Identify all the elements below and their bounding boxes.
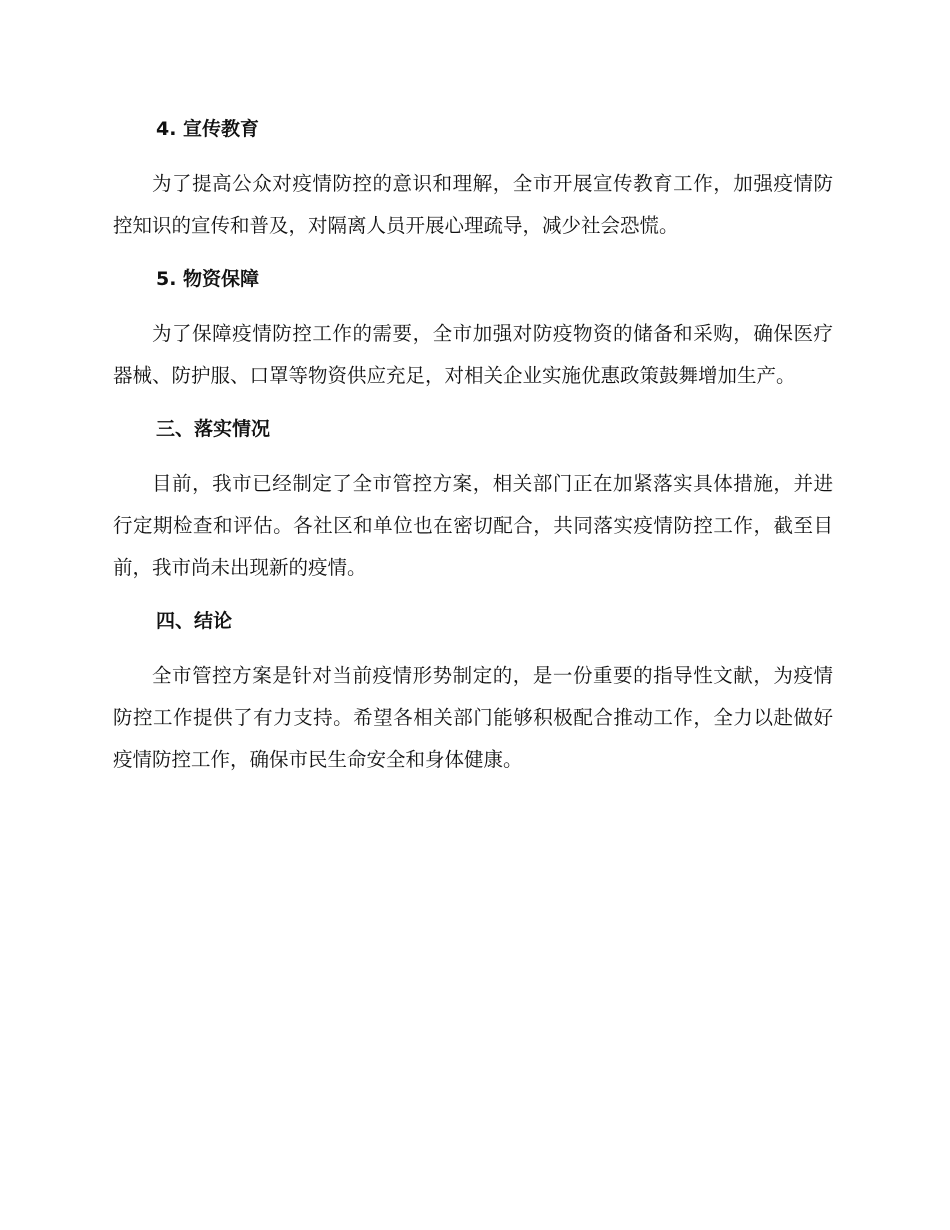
document-body bbox=[113, 110, 833, 781]
section-paragraph-supplies: 为了保障疫情防控工作的需要，全市加强对防疫物资的储备和采购，确保医疗器械、防护服、口罩等物资供应充足，对相关企业实施优惠政策鼓舞增加生产。 bbox=[113, 322, 833, 387]
section-paragraph-implementation: 目前，我市已经制定了全市管控方案，相关部门正在加紧落实具体措施，并进行定期检查和评估。各社区和单位也在密切配合，共同落实疫情防控工作，截至目前，我市尚未出现新的疫情。 bbox=[113, 472, 833, 579]
section-heading-supplies: 5. 物资保障 bbox=[156, 268, 260, 290]
section-paragraph-conclusion: 全市管控方案是针对当前疫情形势制定的，是一份重要的指导性文献，为疫情防控工作提供了有力支持。希望各相关部门能够积极配合推动工作，全力以赴做好疫情防控工作，确保市民生命安全和身体健康。 bbox=[113, 664, 833, 771]
section-heading-publicity: 4. 宣传教育 bbox=[156, 118, 260, 140]
section-heading-implementation: 三、落实情况 bbox=[156, 418, 271, 440]
section-heading-conclusion: 四、结论 bbox=[156, 610, 233, 632]
section-paragraph-publicity: 为了提高公众对疫情防控的意识和理解，全市开展宣传教育工作，加强疫情防控知识的宣传和普及，对隔离人员开展心理疏导，减少社会恐慌。 bbox=[113, 172, 833, 237]
